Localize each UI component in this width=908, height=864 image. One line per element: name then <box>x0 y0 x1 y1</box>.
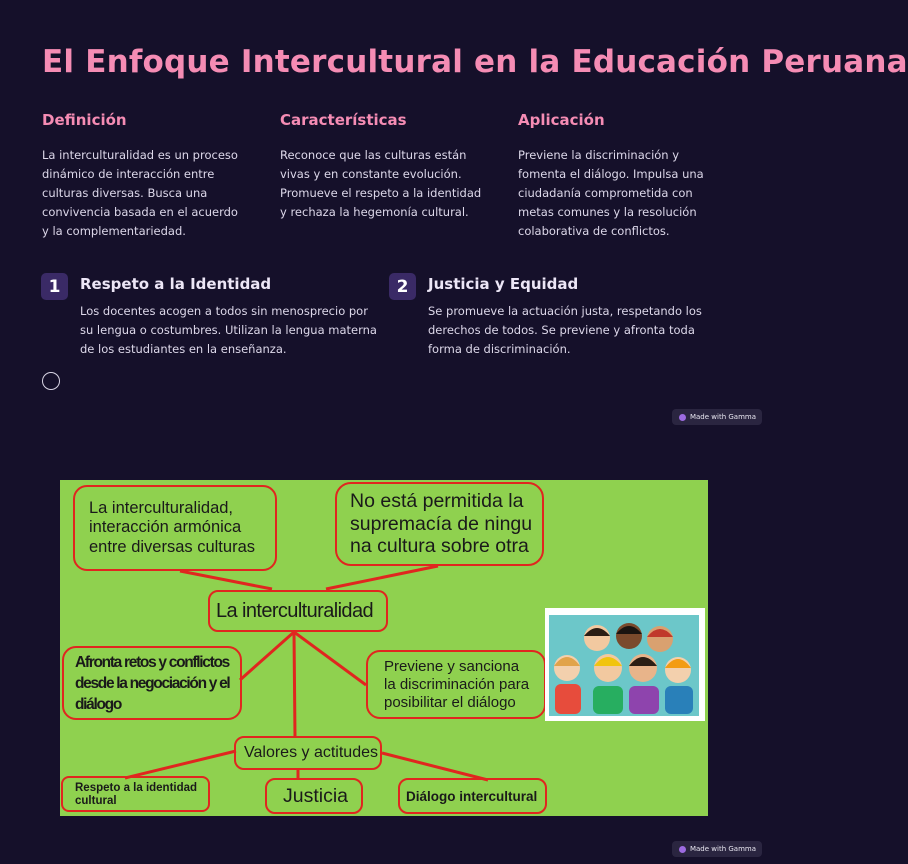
central-concept-node <box>208 590 388 632</box>
made-with-gamma-badge[interactable] <box>672 841 762 857</box>
justice-label: Justicia <box>283 784 349 807</box>
node-line: posibilitar el diálogo <box>384 693 516 711</box>
node-line: entre diversas culturas <box>89 537 255 556</box>
application-text: Previene la discriminación y fomenta el diálogo. Impulsa una ciudadanía comprometida con metas comunes y la resolución colaborativa de conflictos. <box>518 148 704 238</box>
characteristics-heading: Características <box>280 111 407 129</box>
slide-dot-indicator[interactable] <box>42 372 60 390</box>
gamma-logo-icon <box>679 414 686 421</box>
gamma-logo-icon <box>679 846 686 853</box>
node-line: la discriminación para <box>384 675 530 693</box>
no-supremacy-node <box>335 482 544 566</box>
characteristics-text: Reconoce que las culturas están vivas y en constante evolución. Promueve el respeto a la identidad y rechaza la hegemonía cultural. <box>280 148 482 219</box>
diverse-children-image <box>545 608 705 721</box>
application-column <box>518 111 730 241</box>
application-heading: Aplicación <box>518 111 605 129</box>
characteristics-column <box>280 111 485 222</box>
node-line: supremacía de ningu <box>350 512 533 535</box>
justice-card-heading: Justicia y Equidad <box>428 275 579 293</box>
intercultural-dialogue-node <box>398 778 547 814</box>
identity-card-text: Los docentes acogen a todos sin menosprecio por su lengua o costumbres. Utilizan la lengua materna de los estudiantes en la enseñanza. <box>80 304 377 356</box>
central-concept-label: La interculturalidad <box>216 599 373 622</box>
identity-respect-node <box>61 776 210 812</box>
node-line: diálogo <box>75 695 122 713</box>
node-line: No está permitida la <box>350 490 524 513</box>
justice-card-text: Se promueve la actuación justa, respetando los derechos de todos. Se previene y afronta toda forma de discriminación. <box>428 304 702 356</box>
definition-text: La interculturalidad es un proceso dinámico de interacción entre culturas diversas. Busca una convivencia basada en el acuerdo y la complementariedad. <box>42 148 238 238</box>
children-illustration <box>545 608 705 721</box>
prevents-discrimination-node <box>366 650 546 719</box>
node-line: na cultura sobre otra <box>350 535 529 558</box>
card-number-badge: 2 <box>389 273 416 300</box>
node-line: La interculturalidad, <box>89 498 234 517</box>
values-attitudes-node <box>234 736 382 770</box>
intercultural-dialogue-label: Diálogo intercultural <box>406 788 538 804</box>
definition-heading: Definición <box>42 111 127 129</box>
node-line: cultural <box>75 794 117 807</box>
justice-node <box>265 778 363 814</box>
identity-card-heading: Respeto a la Identidad <box>80 275 272 293</box>
slide-title: El Enfoque Intercultural en la Educación Peruana <box>42 44 908 80</box>
definition-column <box>42 111 247 241</box>
card-number-badge: 1 <box>41 273 68 300</box>
made-with-gamma-badge[interactable] <box>672 409 762 425</box>
node-line: Afronta retos y conflictos <box>75 653 229 671</box>
slide-concept-map <box>0 432 768 864</box>
interculturality-definition-node <box>73 485 277 571</box>
node-line: interacción armónica <box>89 518 242 537</box>
node-line: Previene y sanciona <box>384 657 520 675</box>
badge-label: Made with Gamma <box>689 845 756 853</box>
node-line: desde la negociación y el <box>75 674 230 692</box>
challenges-node <box>62 646 242 720</box>
badge-label: Made with Gamma <box>689 413 756 421</box>
values-attitudes-label: Valores y actitudes <box>244 744 378 761</box>
node-line: Respeto a la identidad <box>75 782 198 794</box>
concept-map <box>60 480 708 816</box>
